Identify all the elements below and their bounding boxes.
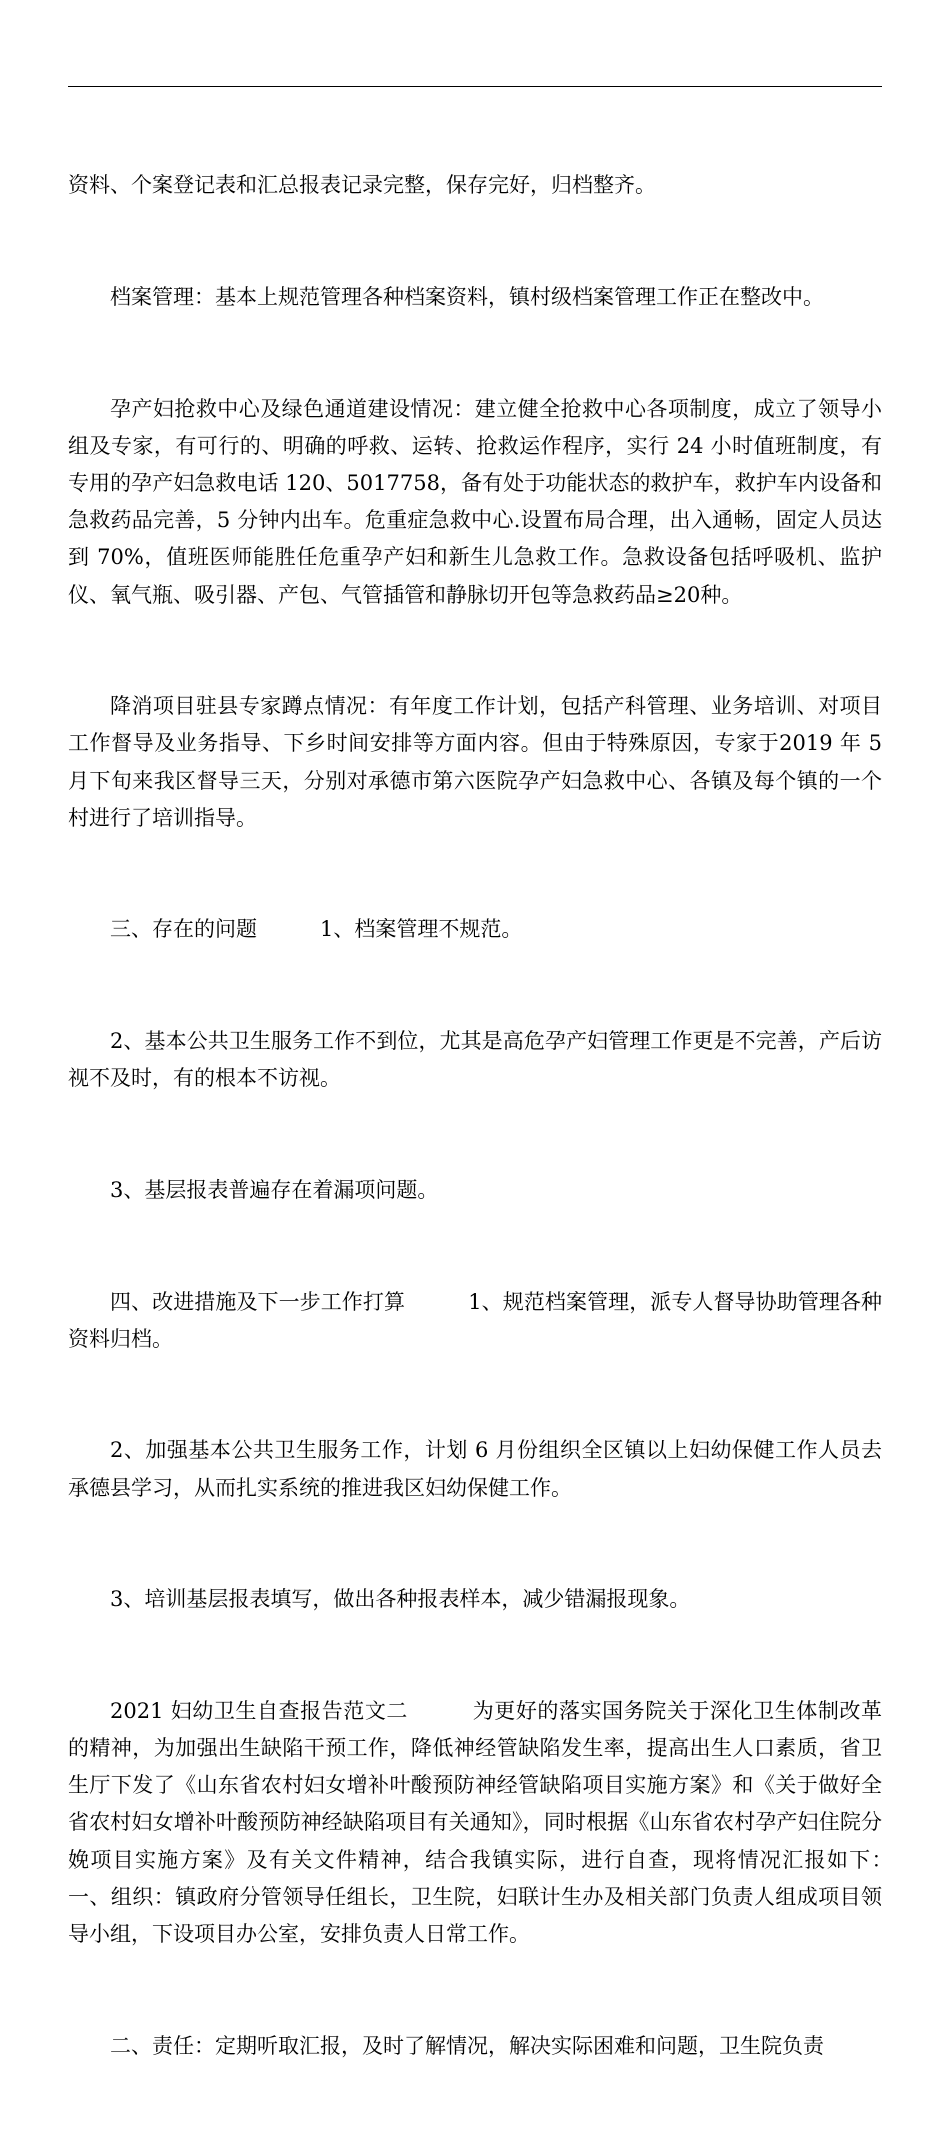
paragraph-responsibility: 二、责任：定期听取汇报，及时了解情况，解决实际困难和问题，卫生院负责 [110, 2033, 824, 2058]
paragraph-expert-visit: 降消项目驻县专家蹲点情况：有年度工作计划，包括产科管理、业务培训、对项目工作督导及业务指导、下乡时间安排等方面内容。但由于特殊原因，专家于2019 年 5 月下旬来我区督导三天，分别对承德市第六医院孕产妇急救中心、各镇及每个镇的一个村进行了培训指导。 [68, 694, 889, 830]
paragraph-problems-heading: 三、存在的问题 1、档案管理不规范。 [110, 917, 523, 942]
paragraph-improvement-2: 2、加强基本公共卫生服务工作，计划 6 月份组织全区镇以上妇幼保健工作人员去承德县学习，从而扎实系统的推进我区妇幼保健工作。 [68, 1438, 882, 1500]
paragraph-improvement-3: 3、培训基层报表填写，做出各种报表样本，减少错漏报现象。 [110, 1587, 691, 1612]
header-rule [68, 86, 882, 87]
paragraph-archive-records: 资料、个案登记表和汇总报表记录完整，保存完好，归档整齐。 [68, 173, 656, 198]
paragraph-rescue-center: 孕产妇抢救中心及绿色通道建设情况：建立健全抢救中心各项制度，成立了领导小组及专家，有可行的、明确的呼救、运转、抢救运作程序，实行 24 小时值班制度，有专用的孕产妇急救电话 120、5017758，备有处于功能状态的救护车，救护车内设备和急救药品完善，5 分钟内出车。危重症急救中心.设置布局合理，出入通畅，固定人员达到 70%，值班医师能胜任危重孕产妇和新生儿急救工作。急救设备包括呼吸机、监护仪、氧气瓶、吸引器、产包、气管插管和静脉切开包等急救药品≥20种。 [68, 396, 882, 607]
paragraph-problem-2: 2、基本公共卫生服务工作不到位，尤其是高危孕产妇管理工作更是不完善，产后访视不及时，有的根本不访视。 [68, 1029, 882, 1091]
paragraph-sample-two: 2021 妇幼卫生自查报告范文二 为更好的落实国务院关于深化卫生体制改革的精神，为加强出生缺陷干预工作，降低神经管缺陷发生率，提高出生人口素质，省卫生厅下发了《山东省农村妇女增补叶酸预防神经管缺陷项目实施方案》和《关于做好全省农村妇女增补叶酸预防神经缺陷项目有关通知》，同时根据《山东省农村孕产妇住院分娩项目实施方案》及有关文件精神，结合我镇实际，进行自查，现将情况汇报如下： 一、组织：镇政府分管领导任组长，卫生院，妇联计生办及相关部门负责人组成项目领导小组，下设项目办公室，安排负责人日常工作。 [68, 1698, 945, 1946]
paragraph-improvements-heading: 四、改进措施及下一步工作打算 1、规范档案管理，派专人督导协助管理各种资料归档。 [68, 1289, 882, 1351]
paragraph-archive-management: 档案管理：基本上规范管理各种档案资料，镇村级档案管理工作正在整改中。 [110, 285, 824, 310]
document-body [68, 93, 945, 2139]
paragraph-problem-3: 3、基层报表普遍存在着漏项问题。 [110, 1177, 439, 1202]
